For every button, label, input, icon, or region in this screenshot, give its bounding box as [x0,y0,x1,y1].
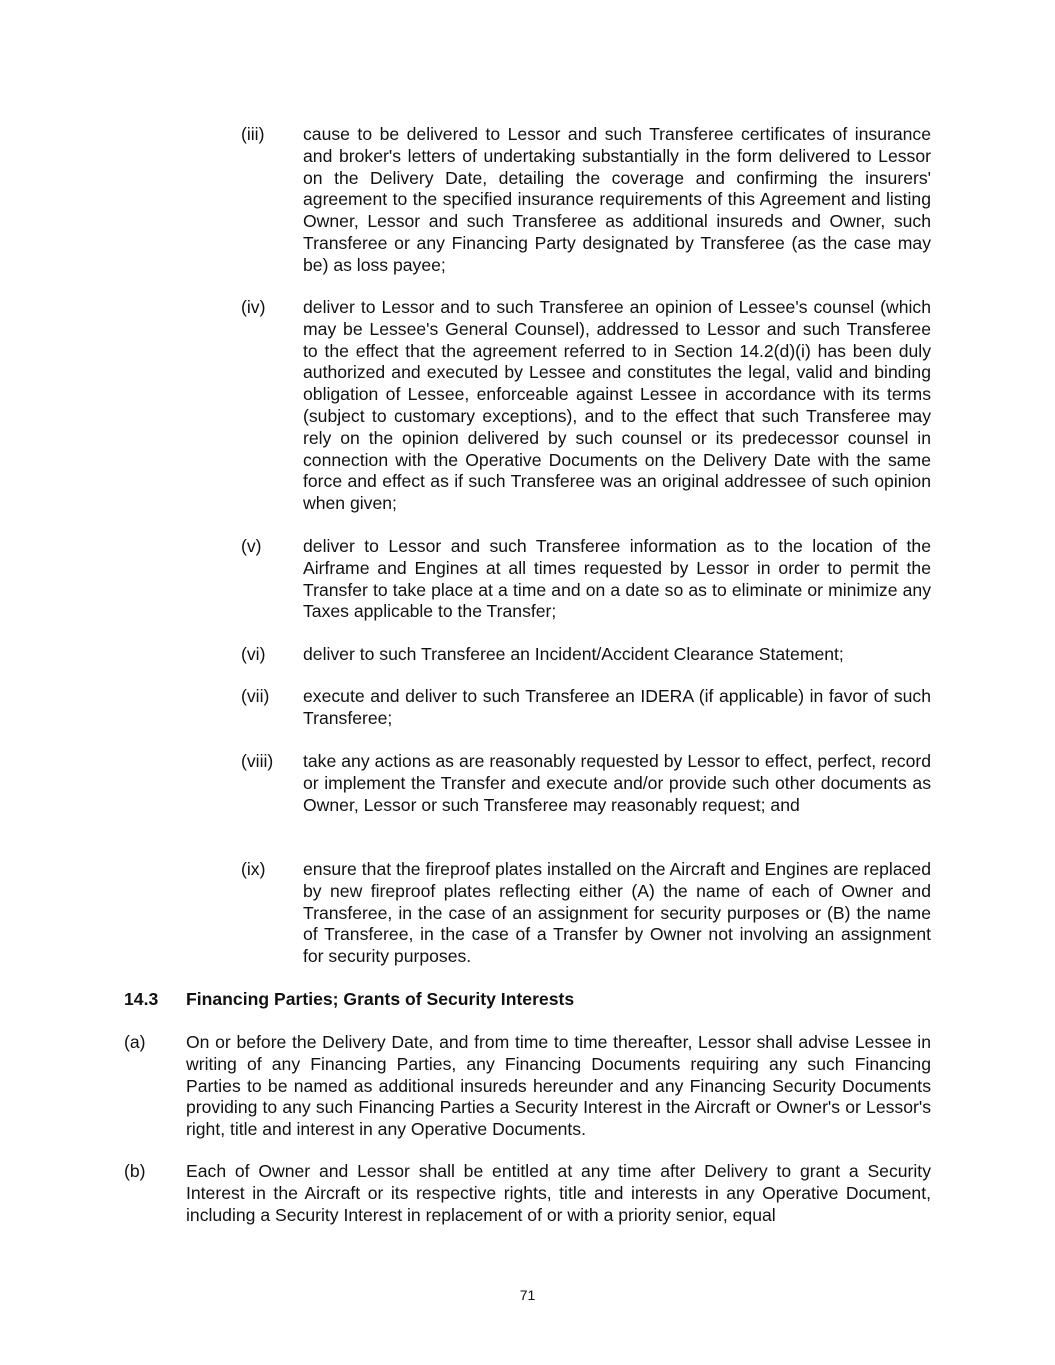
item-label: (v) [241,536,262,556]
item-text: take any actions as are reasonably requested by Lessor to effect, perfect, record or implement the Transfer and execute and/or provide such other documents as Owner, Lessor or such Transferee may reasonably request; and [303,751,931,815]
item-text: deliver to Lessor and to such Transferee an opinion of Lessee's counsel (which may be Lessee's General Counsel), addressed to Lessor and such Transferee to the effect that the agreement referred to in Section 14.2(d)(i) has been duly authorized and executed by Lessee and constitutes the legal, valid and binding obligation of Lessee, enforceable against Lessee in accordance with its terms (subject to customary exceptions), and to the effect that such Transferee may rely on the opinion delivered by such counsel or its predecessor counsel in connection with the Operative Documents on the Delivery Date with the same force and effect as if such Transferee was an original addressee of such opinion when given; [303,297,931,514]
item-text: execute and deliver to such Transferee an IDERA (if applicable) in favor of such Transferee; [303,686,931,728]
paragraph-label: (b) [124,1161,146,1181]
item-text: cause to be delivered to Lessor and such Transferee certificates of insurance and broker's letters of undertaking substantially in the form delivered to Lessor on the Delivery Date, detailing the coverage and confirming the insurers' agreement to the specified insurance requirements of this Agreement and listing Owner, Lessor and such Transferee as additional insureds and Owner, such Transferee or any Financing Party designated by Transferee (as the case may be) as loss payee; [303,124,931,275]
item-label: (iv) [241,297,266,317]
paragraph-text: On or before the Delivery Date, and from time to time thereafter, Lessor shall advise Lessee in writing of any Financing Parties, any Financing Documents requiring any such Financing Parties to be named as additional insureds hereunder and any Financing Security Documents providing to any such Financing Parties a Security Interest in the Aircraft or Owner's or Lessor's right, title and interest in any Operative Documents. [186,1032,931,1140]
paragraph-label: (a) [124,1032,146,1052]
paragraph-text: Each of Owner and Lessor shall be entitled at any time after Delivery to grant a Security Interest in the Aircraft or its respective rights, title and interests in any Operative Document, including a Security Interest in replacement of or with a priority senior, equal [186,1161,931,1225]
item-label: (vii) [241,686,270,706]
item-label: (vi) [241,644,266,664]
item-text: deliver to Lessor and such Transferee information as to the location of the Airframe and Engines at all times requested by Lessor in order to permit the Transfer to take place at a time and on a date so as to eliminate or minimize any Taxes applicable to the Transfer; [303,536,931,622]
item-label: (iii) [241,124,265,144]
item-label: (ix) [241,859,266,879]
item-text: deliver to such Transferee an Incident/Accident Clearance Statement; [303,644,844,664]
section-title: Financing Parties; Grants of Security Interests [186,989,575,1009]
section-number: 14.3 [124,989,159,1009]
item-label: (viii) [241,751,274,771]
item-text: ensure that the fireproof plates installed on the Aircraft and Engines are replaced by new fireproof plates reflecting either (A) the name of each of Owner and Transferee, in the case of an assignment for security purposes or (B) the name of Transferee, in the case of a Transfer by Owner not involving an assignment for security purposes. [303,859,931,967]
page-number: 71 [519,1287,536,1303]
